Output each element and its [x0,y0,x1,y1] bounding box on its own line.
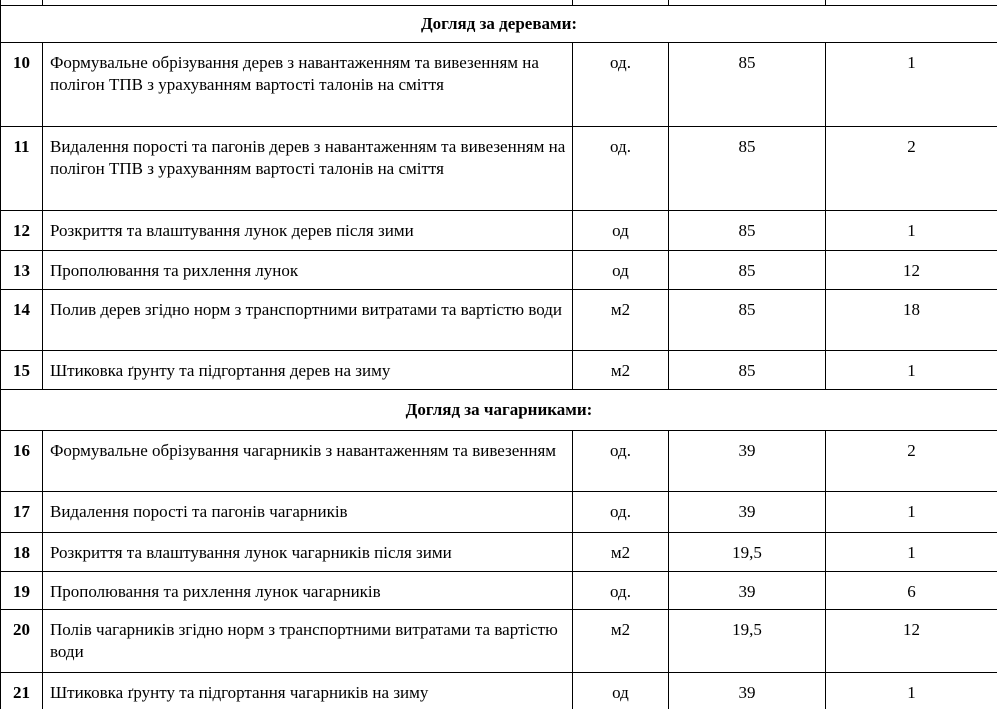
work-description: Видалення поростi та пагонів чагарників [43,492,573,533]
work-description: Прополювання та рихлення лунок чагарників [43,572,573,610]
quantity-cell: 39 [669,673,826,709]
frequency-cell: 1 [826,492,998,533]
row-number: 19 [1,572,43,610]
work-description: Штиковка ґрунту та підгортання чагарників на зиму [43,673,573,709]
table-row [1,251,998,290]
quantity-cell: 19,5 [669,610,826,673]
section-header-row [1,6,998,43]
work-description: Видалення поростi та пагонів дерев з навантаженням та вивезенням на полігон ТПВ з урахуванням вартості талонів на сміття [43,127,573,211]
table-row [1,351,998,390]
row-number: 14 [1,290,43,351]
frequency-cell: 1 [826,43,998,127]
unit-cell: од. [573,43,669,127]
unit-cell: од [573,673,669,709]
section-title: Догляд за чагарниками: [1,390,998,431]
work-description: Розкриття та влаштування лунок чагарників після зими [43,533,573,572]
work-description: Розкриття та влаштування лунок дерев після зими [43,211,573,251]
table-row [1,127,998,211]
row-number: 18 [1,533,43,572]
table-row [1,290,998,351]
quantity-cell: 85 [669,251,826,290]
work-description: Полив дерев згідно норм з транспортними витратами та вартістю води [43,290,573,351]
quantity-cell: 85 [669,43,826,127]
frequency-cell: 6 [826,572,998,610]
unit-cell: м2 [573,610,669,673]
table-row [1,572,998,610]
quantity-cell: 85 [669,127,826,211]
table-row [1,492,998,533]
unit-cell: од. [573,127,669,211]
section-header-row [1,390,998,431]
frequency-cell: 1 [826,533,998,572]
work-description: Формувальне обрізування чагарників з навантаженням та вивезенням [43,431,573,492]
table-row [1,533,998,572]
work-description: Полів чагарників згідно норм з транспортними витратами та вартістю води [43,610,573,673]
frequency-cell: 12 [826,610,998,673]
row-number: 20 [1,610,43,673]
frequency-cell: 1 [826,211,998,251]
row-number: 16 [1,431,43,492]
frequency-cell: 12 [826,251,998,290]
work-description: Прополювання та рихлення лунок [43,251,573,290]
row-number: 10 [1,43,43,127]
frequency-cell: 2 [826,431,998,492]
row-number: 15 [1,351,43,390]
quantity-cell: 19,5 [669,533,826,572]
table-row [1,211,998,251]
unit-cell: м2 [573,290,669,351]
unit-cell: м2 [573,351,669,390]
work-description: Штиковка ґрунту та підгортання дерев на зиму [43,351,573,390]
unit-cell: од [573,211,669,251]
quantity-cell: 39 [669,572,826,610]
table-row [1,610,998,673]
quantity-cell: 39 [669,492,826,533]
row-number: 12 [1,211,43,251]
unit-cell: од. [573,572,669,610]
quantity-cell: 39 [669,431,826,492]
frequency-cell: 1 [826,351,998,390]
unit-cell: м2 [573,533,669,572]
unit-cell: од. [573,492,669,533]
quantity-cell: 85 [669,290,826,351]
frequency-cell: 1 [826,673,998,709]
work-description: Формувальне обрізування дерев з навантаженням та вивезенням на полігон ТПВ з урахуванням вартості талонів на сміття [43,43,573,127]
quantity-cell: 85 [669,351,826,390]
row-number: 11 [1,127,43,211]
frequency-cell: 2 [826,127,998,211]
frequency-cell: 18 [826,290,998,351]
unit-cell: од. [573,431,669,492]
table-row [1,431,998,492]
unit-cell: од [573,251,669,290]
quantity-cell: 85 [669,211,826,251]
table-row [1,673,998,709]
row-number: 21 [1,673,43,709]
table-row [1,43,998,127]
row-number: 13 [1,251,43,290]
section-title: Догляд за деревами: [1,6,998,43]
row-number: 17 [1,492,43,533]
